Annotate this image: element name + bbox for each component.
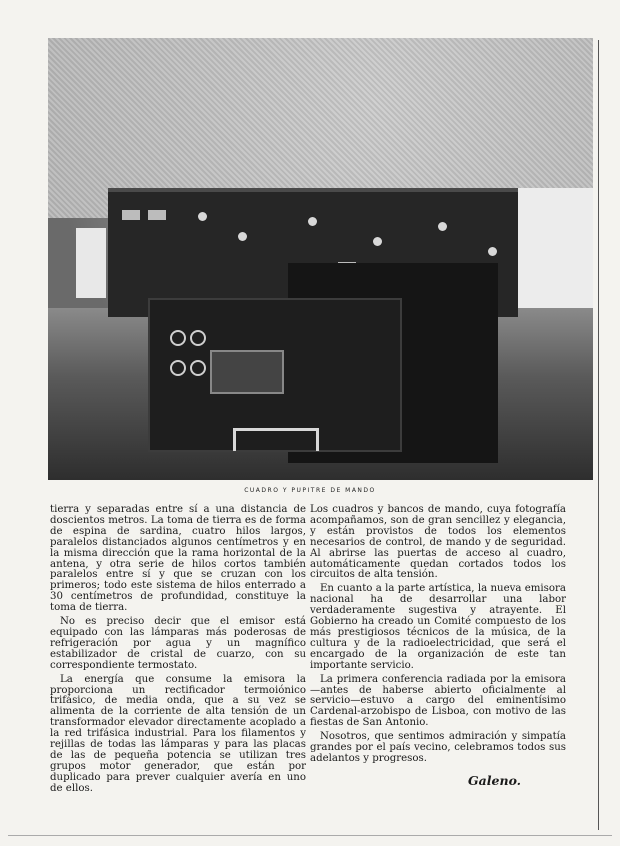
panel-knob [373,237,382,246]
bottom-rule [8,835,612,836]
page-edge-rule [598,40,599,830]
desk-dial [170,330,186,346]
desk-dial [190,360,206,376]
panel-knob [238,232,247,241]
author-signature: Galeno. [468,773,522,788]
left-paragraph: La energía que consume la emisora la proporciona un rectificador termoiónico trifásico, de media onda, que a su vez se alimenta de la corriente de alta tensión de un transformador elevador directamente acoplado a la red trifásica industrial. Para los filamentos y rejillas de todas las lámparas y para las placas de las de pequeña potencia se utilizan tres grupos motor generador, que están por duplicado para prever cualquier avería en uno de ellos. [50,673,306,794]
panel-knob [198,212,207,221]
left-paragraph: No es preciso decir que el emisor está equipado con las lámparas más poderosas de refrigeración por agua y un magnífico estabilizador de cristal de cuarzo, con su correspondiente termostato. [50,616,306,671]
operator-chair [233,428,319,451]
photo-caption: CUADRO Y PUPITRE DE MANDO [244,487,376,494]
right-paragraph: Los cuadros y bancos de mando, cuya fotografía acompañamos, son de gran sencillez y elegancia, y están provistos de todos los elementos necesarios de control, de mando y de seguridad. Al abrirse las puertas de acceso al cuadro, automáticamente quedan cortados todos los circuitos de alta tensión. [310,504,566,581]
right-paragraph: Nosotros, que sentimos admiración y simpatía grandes por el país vecino, celebramos todos sus adelantos y progresos. [310,731,566,764]
right-paragraph: En cuanto a la parte artística, la nueva emisora nacional ha de desarrollar una labor verdaderamente sugestiva y atrayente. El Gobierno ha creado un Comité compuesto de los más prestigiosos técnicos de la música, de la cultura y de la radioelectricidad, que será el encargado de la organización de este tan importante servicio. [310,583,566,671]
right-paragraph: La primera conferencia radiada por la emisora—antes de haberse abierto oficialmente al servicio—estuvo a cargo del eminentísimo Cardenal-arzobispo de Lisboa, con motivo de las fiestas de San Antonio. [310,673,566,729]
panel-knob [308,217,317,226]
panel-meter [122,210,140,220]
desk-dial [190,330,206,346]
panel-knob [488,247,497,256]
desk-dial [170,360,186,376]
left-column [50,505,306,795]
left-paragraph: tierra y separadas entre sí a una distancia de doscientos metros. La toma de tierra es de forma de espina de sardina, cuatro hilos largos, paralelos distanciados algunos centímetros y en la misma dirección que la rama horizontal de la antena, y otra serie de hilos cortos también paralelos entre sí y que se cruzan con los primeros; todo este sistema de hilos enterrado a 30 centímetros de profundidad, constituye la toma de tierra. [50,504,306,614]
photo-window [76,228,106,298]
control-room-photo [48,38,593,480]
panel-meter [148,210,166,220]
desk-screen [210,350,284,394]
panel-knob [438,222,447,231]
right-column [310,505,566,765]
